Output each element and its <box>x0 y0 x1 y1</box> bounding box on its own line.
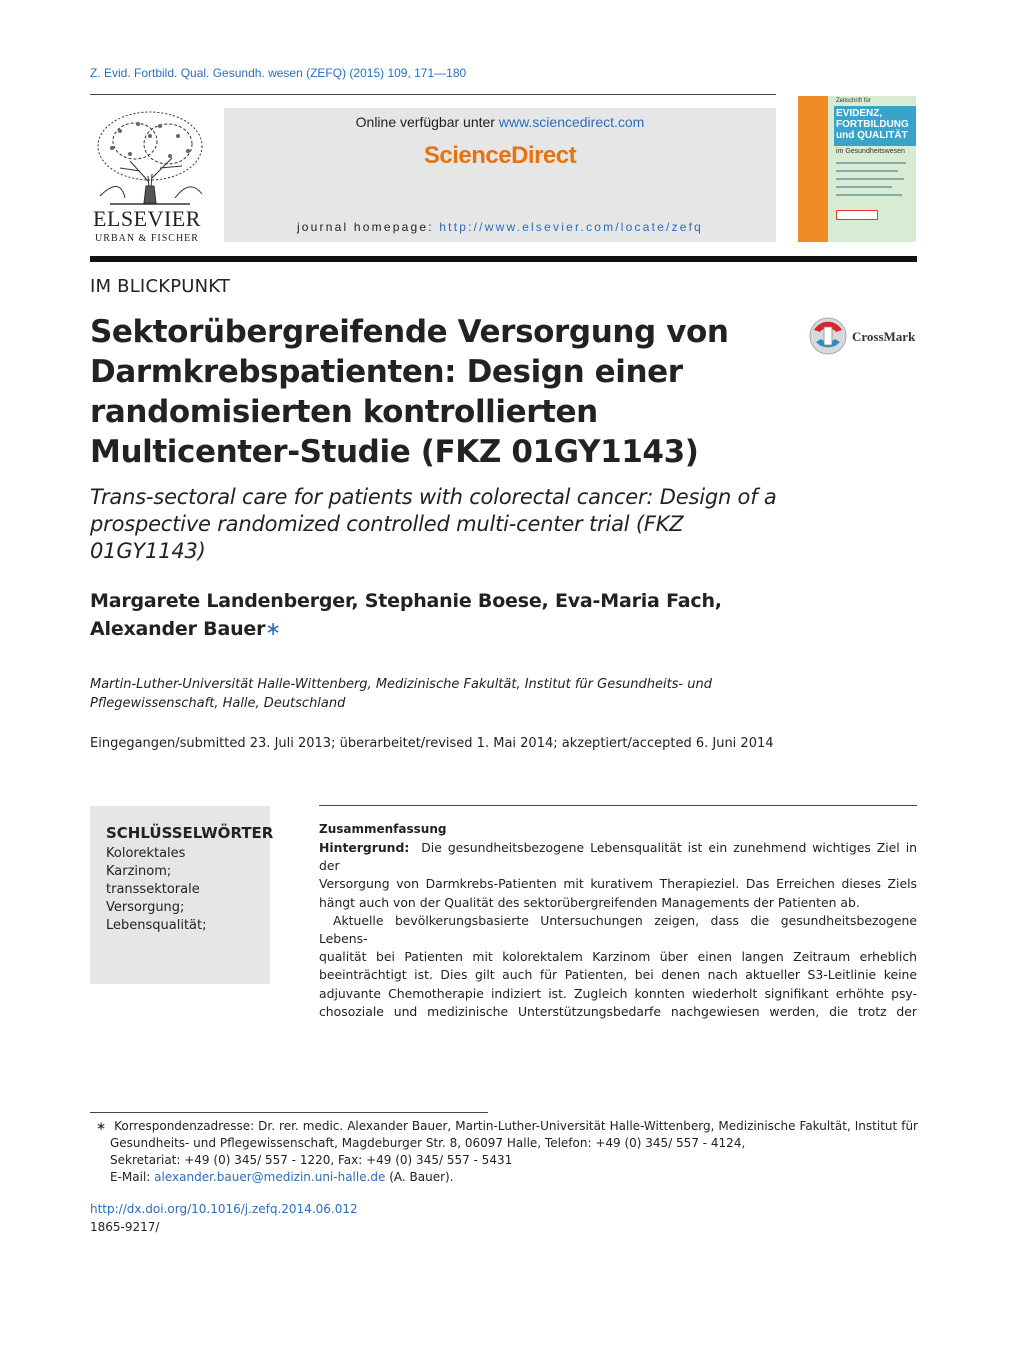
abstract-line: adjuvante Chemotherapie indiziert ist. Zugleich konnten wiederholt signifikant erhöhte psy- <box>319 985 917 1001</box>
article-title-english: Trans-sectoral care for patients with colorectal cancer: Design of a prospective randomized controlled multi-center trial (FKZ 01GY1143) <box>90 485 777 563</box>
corresponding-author-mark[interactable]: ∗ <box>265 618 281 640</box>
header-rule <box>90 94 776 95</box>
cover-text-line <box>836 178 904 180</box>
abstract-line: Aktuelle bevölkerungsbasierte Untersuchungen zeigen, dass die gesundheitsbezogene Lebens- <box>319 912 917 947</box>
cover-text-line <box>836 186 892 188</box>
footnote-rule <box>90 1112 488 1113</box>
cover-title-line: im Gesundheitswesen <box>836 148 905 155</box>
abstract-line: beeinträchtigt ist. Dies gilt auch für Patienten, bei denen nach aktueller S3-Leitlinie keine <box>319 967 917 983</box>
journal-citation[interactable]: Z. Evid. Fortbild. Qual. Gesundh. wesen (ZEFQ) (2015) 109, 171—180 <box>90 66 467 80</box>
sciencedirect-link[interactable]: www.sciencedirect.com <box>498 114 645 130</box>
author-list <box>90 587 810 643</box>
publisher-subtitle: URBAN & FISCHER <box>95 233 199 244</box>
footnote-line: Gesundheits- und Pflegewissenschaft, Magdeburger Str. 8, 06097 Halle, Telefon: +49 (0) 345/ 557 - 4124, <box>110 1136 746 1150</box>
abstract-heading: Zusammenfassung <box>319 822 447 836</box>
sciencedirect-banner <box>224 108 776 242</box>
affiliation-line: Pflegewissenschaft, Halle, Deutschland <box>90 696 346 711</box>
publisher-name: ELSEVIER <box>93 206 201 231</box>
keywords-box <box>90 806 274 984</box>
online-availability <box>224 114 776 130</box>
keyword-line: Karzinom; <box>106 864 172 879</box>
homepage-link[interactable]: http://www.elsevier.com/locate/zefq <box>439 220 704 234</box>
footnote-line: ∗ Korrespondenzadresse: Dr. rer. medic. Alexander Bauer, Martin-Luther-Universität Halle-Wittenberg, Medizinische Fakultät, Institut für <box>96 1119 918 1133</box>
cover-orange-strip <box>798 96 828 242</box>
cover-text-line <box>836 170 898 172</box>
doi-link[interactable]: http://dx.doi.org/10.1016/j.zefq.2014.06.012 <box>90 1202 358 1216</box>
crossmark-label[interactable]: CrossMark <box>852 329 916 344</box>
cover-small-title: Zeitschrift für <box>836 98 871 104</box>
cover-title-line: FORTBILDUNG <box>836 119 909 130</box>
abstract-rule <box>319 805 917 806</box>
abstract-line: chosoziale und medizinische Unterstützungsbedarfe nachgewiesen werden, die trotz der <box>319 1003 917 1019</box>
keywords-heading: SCHLÜSSELWÖRTER <box>106 824 274 842</box>
email-prefix: E-Mail: <box>110 1170 151 1184</box>
footnote-line: Sekretariat: +49 (0) 345/ 557 - 1220, Fax: +49 (0) 345/ 557 - 5431 <box>110 1153 513 1167</box>
journal-cover-thumbnail[interactable] <box>798 96 916 242</box>
footnote-mark: ∗ <box>96 1119 107 1133</box>
footnote-line <box>96 1169 918 1186</box>
authors-line: Margarete Landenberger, Stephanie Boese, Eva-Maria Fach, <box>90 590 722 612</box>
authors-line <box>90 615 810 643</box>
cover-title-line: EVIDENZ, <box>836 108 883 119</box>
abstract-body <box>319 839 917 1021</box>
online-prefix: Online verfügbar unter <box>355 114 495 130</box>
sciencedirect-brand: ScienceDirect <box>423 142 577 169</box>
header-thick-rule <box>90 256 917 262</box>
abstract-line: Versorgung von Darmkrebs-Patienten mit kurativem Therapieziel. Das Erreichen dieses Ziels <box>319 876 917 892</box>
author-name: Alexander Bauer <box>90 618 266 640</box>
keyword-line: Kolorektales <box>106 846 186 861</box>
abstract-line: hängt auch von der Qualität des sektorübergreifenden Managements der Patienten ab. <box>319 894 860 910</box>
homepage-prefix: journal homepage: <box>296 220 434 234</box>
keyword-line: Versorgung; <box>106 900 185 915</box>
email-suffix: (A. Bauer). <box>389 1170 454 1184</box>
cover-badge <box>836 210 878 220</box>
affiliation <box>90 675 790 713</box>
journal-homepage <box>224 220 776 234</box>
abstract-label: Hintergrund: <box>319 840 410 855</box>
keyword-line: transsektorale <box>106 882 200 897</box>
submission-dates: Eingegangen/submitted 23. Juli 2013; überarbeitet/revised 1. Mai 2014; akzeptiert/accepted 6. Juni 2014 <box>90 736 774 751</box>
correspondence-footnote <box>96 1118 918 1186</box>
section-label: IM BLICKPUNKT <box>90 276 231 297</box>
cover-title-line: und QUALITÄT <box>836 130 908 141</box>
issn: 1865-9217/ <box>90 1220 160 1234</box>
article-title-german: Sektorübergreifende Versorgung von Darmkrebspatienten: Design einer randomisierten kontrollierten Multicenter-Studie (FKZ 01GY1143) <box>90 314 729 470</box>
abstract-line: Hintergrund: Die gesundheitsbezogene Lebensqualität ist ein zunehmend wichtiges Ziel in der <box>319 840 917 874</box>
cover-text-line <box>836 194 902 196</box>
email-link[interactable]: alexander.bauer@medizin.uni-halle.de <box>154 1170 386 1184</box>
cover-text-line <box>836 162 906 164</box>
affiliation-line: Martin-Luther-Universität Halle-Wittenberg, Medizinische Fakultät, Institut für Gesundheits- und <box>90 677 712 692</box>
keyword-line: Lebensqualität; <box>106 918 207 933</box>
abstract-line: qualität bei Patienten mit kolorektalem Karzinom über einen langen Zeitraum erheblich <box>319 949 917 965</box>
